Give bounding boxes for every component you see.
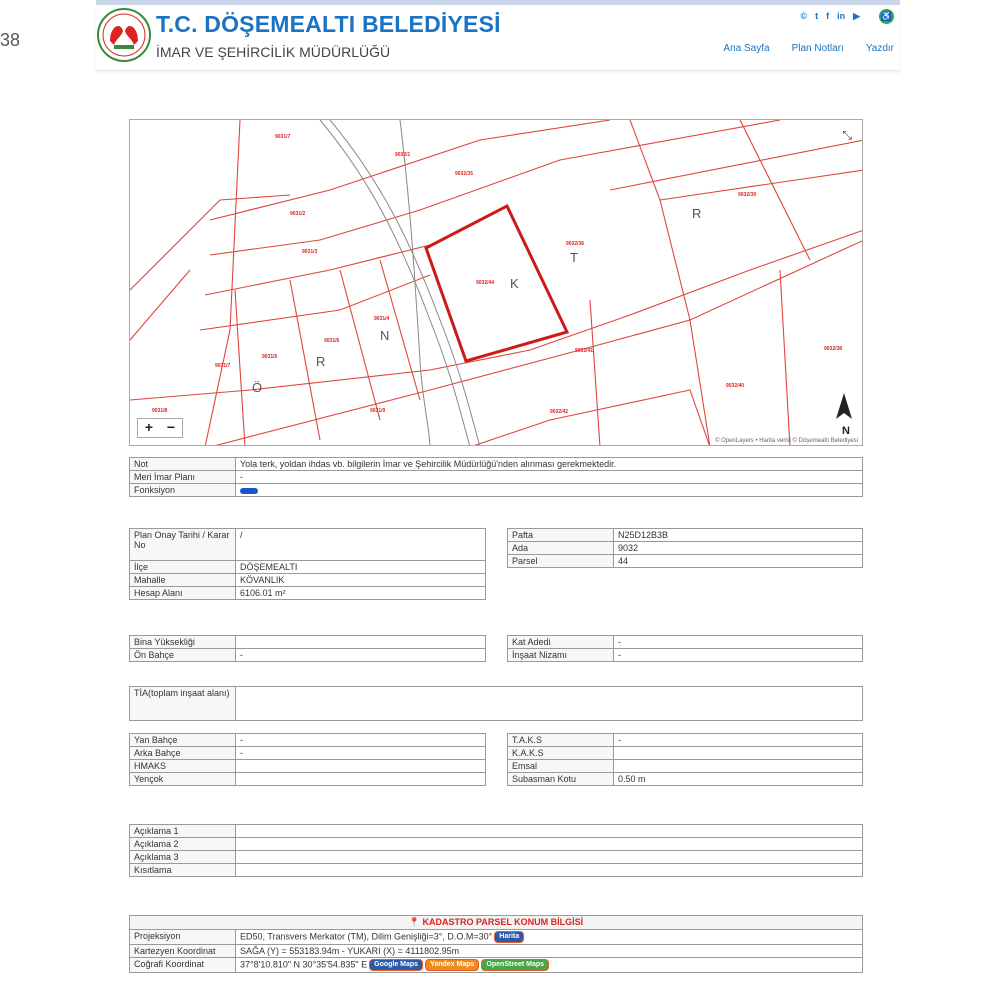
cell-value xyxy=(236,687,863,721)
parcel-label: 9032/41 xyxy=(575,348,594,354)
parcel-label: 9031/4 xyxy=(374,316,390,322)
cell-label: T.A.K.S xyxy=(508,734,614,747)
municipality-logo[interactable] xyxy=(96,7,152,63)
cell-label: Yençok xyxy=(130,773,236,786)
cell-value xyxy=(614,760,863,773)
note-table xyxy=(129,457,863,497)
map-area-label: N xyxy=(380,328,390,343)
cell-label: Parsel xyxy=(508,555,614,568)
cell-value: N25D12B3B xyxy=(614,529,863,542)
social-links xyxy=(800,11,860,22)
cell-label: Kısıtlama xyxy=(130,864,236,877)
setback-table-right xyxy=(507,733,863,786)
twitter-icon[interactable]: t xyxy=(815,11,819,21)
parcel-label: 9032/38 xyxy=(824,346,843,352)
tia-table xyxy=(129,686,863,721)
site-title: T.C. DÖŞEMEALTI BELEDİYESİ xyxy=(156,11,501,37)
cell-label: K.A.K.S xyxy=(508,747,614,760)
cell-value: SAĞA (Y) = 553183.94m - YUKARI (X) = 4111802.95m xyxy=(236,945,863,958)
cell-label: Emsal xyxy=(508,760,614,773)
cell-label: Meri İmar Planı xyxy=(130,471,236,484)
function-color-swatch xyxy=(240,488,258,494)
facebook-icon[interactable]: f xyxy=(826,11,830,21)
parcel-label: 9031/7 xyxy=(275,134,291,140)
map-canvas[interactable] xyxy=(130,120,863,446)
parcel-label: 9032/36 xyxy=(566,241,585,247)
top-nav xyxy=(723,43,894,54)
cell-value xyxy=(236,773,486,786)
cell-value: - xyxy=(236,747,486,760)
youtube-icon[interactable]: ▶ xyxy=(853,11,860,21)
cell-value: 44 xyxy=(614,555,863,568)
zoom-out-button[interactable]: − xyxy=(166,419,176,435)
accessibility-icon[interactable]: ♿ xyxy=(879,9,894,24)
cell-label: Projeksiyon xyxy=(130,930,236,945)
cell-value xyxy=(236,930,863,945)
nav-print[interactable]: Yazdır xyxy=(865,43,894,54)
north-label: N xyxy=(842,425,850,437)
cell-value: - xyxy=(614,649,863,662)
cell-value xyxy=(236,851,863,864)
map-area-label: K xyxy=(510,276,519,291)
cadastre-table xyxy=(129,915,863,973)
google-maps-button[interactable]: Google Maps xyxy=(369,959,423,971)
parcel-label: 9031/9 xyxy=(370,408,386,414)
setback-table-left xyxy=(129,733,486,786)
cell-label: Bina Yüksekliği xyxy=(130,636,236,649)
cell-value: / xyxy=(236,529,486,561)
instagram-icon[interactable]: © xyxy=(800,11,808,21)
cell-label: TİA(toplam inşaat alanı) xyxy=(130,687,236,721)
cell-value: Yola terk, yoldan ihdas vb. bilgilerin İmar ve Şehircilik Müdürlüğü'nden alınması gerekmektedir. xyxy=(236,458,863,471)
nav-plan-notes[interactable]: Plan Notları xyxy=(791,43,844,54)
parcel-label: 9031/6 xyxy=(324,338,340,344)
cell-label: Coğrafi Koordinat xyxy=(130,958,236,973)
cell-label: İnşaat Nizamı xyxy=(508,649,614,662)
zoom-in-button[interactable]: + xyxy=(144,419,154,435)
cell-value: - xyxy=(236,471,863,484)
cell-label: Not xyxy=(130,458,236,471)
geo-coordinate-text: 37°8'10.810" N 30°35'54.835" E xyxy=(240,959,368,970)
nav-home[interactable]: Ana Sayfa xyxy=(723,43,770,54)
cell-value: KÖVANLIK xyxy=(236,574,486,587)
description-table xyxy=(129,824,863,877)
cell-value: - xyxy=(236,734,486,747)
cell-value: - xyxy=(614,636,863,649)
cell-label: Ön Bahçe xyxy=(130,649,236,662)
cell-label: Kartezyen Koordinat xyxy=(130,945,236,958)
cell-label: Ada xyxy=(508,542,614,555)
cell-label: Plan Onay Tarihi / Karar No xyxy=(130,529,236,561)
cell-label: Pafta xyxy=(508,529,614,542)
projection-text: ED50, Transvers Merkator (TM), Dilim Genişliği=3°, D.O.M=30° xyxy=(240,931,493,942)
map-area-label: T xyxy=(570,250,578,265)
cell-label: Açıklama 3 xyxy=(130,851,236,864)
cell-value xyxy=(236,825,863,838)
map-area-label: R xyxy=(316,354,326,369)
parcel-label: 9032/39 xyxy=(738,192,757,198)
cell-label: Hesap Alanı xyxy=(130,587,236,600)
cell-value xyxy=(236,864,863,877)
map-fullscreen-icon[interactable]: ⤡ xyxy=(842,128,852,142)
side-number: 38 xyxy=(0,30,21,50)
cell-label: Subasman Kotu xyxy=(508,773,614,786)
cell-value: 6106.01 m² xyxy=(236,587,486,600)
parcel-map[interactable] xyxy=(129,119,863,446)
map-attribution: © OpenLayers • Harita verisi © Döşemealtı Belediyesi xyxy=(715,438,858,444)
linkedin-icon[interactable]: in xyxy=(837,11,846,21)
cell-label: Kat Adedi xyxy=(508,636,614,649)
cell-label: Fonksiyon xyxy=(130,484,236,497)
parcel-label: 9032/42 xyxy=(550,409,569,415)
cell-value xyxy=(236,958,863,973)
cell-value: - xyxy=(614,734,863,747)
cell-label: Açıklama 1 xyxy=(130,825,236,838)
openstreet-maps-button[interactable]: OpenStreet Maps xyxy=(481,959,549,971)
yandex-maps-button[interactable]: Yandex Maps xyxy=(425,959,479,971)
parcel-label: 9031/5 xyxy=(262,354,278,360)
cell-value xyxy=(614,747,863,760)
parcel-label: 9032/35 xyxy=(455,171,474,177)
map-area-label: Ö xyxy=(252,380,263,395)
parcel-id-table xyxy=(507,528,863,568)
map-button[interactable]: Harita xyxy=(494,931,524,943)
cell-value: DÖŞEMEALTI xyxy=(236,561,486,574)
cell-value xyxy=(236,484,863,497)
cell-label: İlçe xyxy=(130,561,236,574)
site-subtitle: İMAR VE ŞEHİRCİLİK MÜDÜRLÜĞÜ xyxy=(156,44,391,60)
parcel-label: 9032/40 xyxy=(726,383,745,389)
header xyxy=(96,5,900,71)
building-table-left xyxy=(129,635,486,662)
building-table-right xyxy=(507,635,863,662)
cell-value xyxy=(236,636,486,649)
cell-label: Mahalle xyxy=(130,574,236,587)
cell-value xyxy=(236,838,863,851)
cell-value: 9032 xyxy=(614,542,863,555)
cell-label: Açıklama 2 xyxy=(130,838,236,851)
zoom-control xyxy=(137,418,183,438)
parcel-label: 9032/1 xyxy=(395,152,411,158)
cell-label: HMAKS xyxy=(130,760,236,773)
cell-value: - xyxy=(236,649,486,662)
parcel-label: 9032/44 xyxy=(476,280,495,286)
cadastre-section-title: 📍 KADASTRO PARSEL KONUM BİLGİSİ xyxy=(130,916,863,930)
cell-value xyxy=(236,760,486,773)
parcel-label: 9031/7 xyxy=(215,363,231,369)
parcel-label: 9031/8 xyxy=(152,408,168,414)
cell-label: Yan Bahçe xyxy=(130,734,236,747)
parcel-label: 9031/3 xyxy=(302,249,318,255)
plan-info-table xyxy=(129,528,486,600)
cell-value: 0.50 m xyxy=(614,773,863,786)
cell-label: Arka Bahçe xyxy=(130,747,236,760)
map-area-label: R xyxy=(692,206,702,221)
parcel-label: 9031/2 xyxy=(290,211,306,217)
